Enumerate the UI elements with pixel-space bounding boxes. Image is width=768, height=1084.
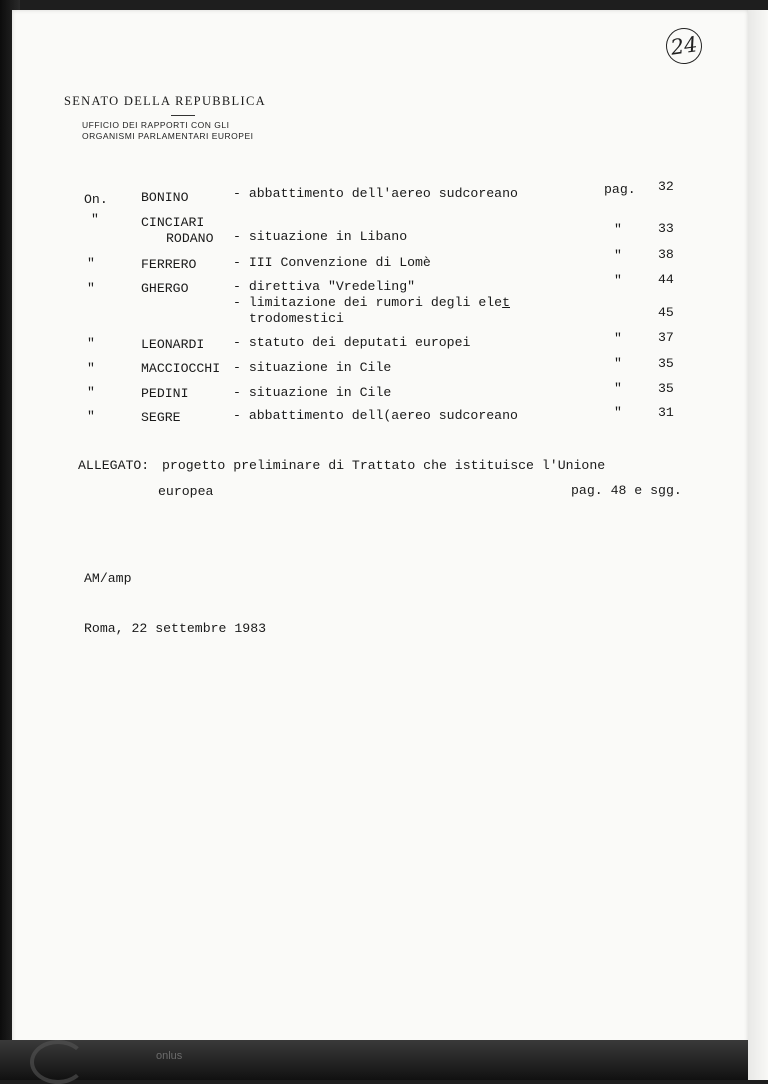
- entry-subject: - abbattimento dell'aereo sudcoreano: [233, 186, 518, 201]
- entry-page-label: ": [614, 273, 622, 288]
- entry-page-label: ": [614, 381, 622, 396]
- entry-name: FERRERO: [141, 257, 197, 272]
- entry-page: 32: [658, 179, 674, 194]
- entry-name: RODANO: [166, 231, 214, 246]
- entry-subject: - situazione in Cile: [233, 385, 392, 400]
- allegato-label: ALLEGATO:: [78, 458, 150, 473]
- entry-name: PEDINI: [141, 386, 189, 401]
- entry-prefix: ": [87, 361, 95, 376]
- entry-name: LEONARDI: [141, 337, 205, 352]
- typist-initials: AM/amp: [84, 571, 132, 586]
- entry-page: 33: [658, 221, 674, 236]
- entry-name: CINCIARI: [141, 215, 205, 230]
- entry-subject-underlined-letter: t: [502, 295, 510, 310]
- entry-subject-continuation: trodomestici: [249, 311, 344, 326]
- entry-name: BONINO: [141, 190, 189, 205]
- entry-name: GHERGO: [141, 281, 189, 296]
- entry-page: 45: [658, 305, 674, 320]
- watermark-logo-icon: [30, 1040, 86, 1084]
- entry-subject-text: - limitazione dei rumori degli ele: [233, 295, 503, 310]
- institution-name: SENATO DELLA REPUBBLICA: [64, 94, 266, 108]
- entry-page: 44: [658, 272, 674, 287]
- entry-page-label: ": [614, 248, 622, 263]
- entry-subject: [233, 296, 510, 309]
- entry-page: 35: [658, 356, 674, 371]
- entry-prefix: ": [87, 409, 95, 424]
- allegato-page-ref: pag. 48 e sgg.: [571, 483, 682, 498]
- entry-page-label: ": [614, 331, 622, 346]
- entry-subject: - situazione in Libano: [233, 229, 408, 244]
- entry-page-label: ": [614, 356, 622, 371]
- entry-subject: - situazione in Cile: [233, 360, 392, 375]
- entry-page: 38: [658, 247, 674, 262]
- handwritten-page-number: 24: [664, 26, 705, 67]
- entry-prefix: ": [87, 385, 95, 400]
- entry-prefix: ": [87, 281, 95, 296]
- allegato-text-continuation: europea: [158, 484, 214, 499]
- entry-page: 31: [658, 405, 674, 420]
- page-edge: [748, 10, 768, 1080]
- entry-subject: - direttiva "Vredeling": [233, 279, 416, 294]
- office-name-line2: ORGANISMI PARLAMENTARI EUROPEI: [82, 131, 254, 141]
- entry-prefix: ": [87, 336, 95, 351]
- entry-subject: - III Convenzione di Lomè: [233, 255, 431, 270]
- entry-name: MACCIOCCHI: [141, 361, 221, 376]
- entry-page-label: ": [614, 405, 622, 420]
- entry-page: 37: [658, 330, 674, 345]
- allegato-text: progetto preliminare di Trattato che istituisce l'Unione: [162, 458, 606, 473]
- entry-page-label: pag.: [604, 182, 636, 197]
- entry-prefix: On.: [84, 192, 108, 207]
- date-line: Roma, 22 settembre 1983: [84, 621, 267, 636]
- entry-prefix: ": [91, 212, 99, 227]
- watermark-text: onlus: [156, 1050, 183, 1062]
- entry-page: 35: [658, 381, 674, 396]
- entry-name: SEGRE: [141, 410, 181, 425]
- entry-prefix: ": [87, 256, 95, 271]
- entry-subject: - statuto dei deputati europei: [233, 335, 471, 350]
- entry-page-label: ": [614, 222, 622, 237]
- entry-subject: - abbattimento dell(aereo sudcoreano: [233, 408, 518, 423]
- office-name-line1: UFFICIO DEI RAPPORTI CON GLI: [82, 120, 230, 130]
- document-page: [12, 10, 748, 1070]
- header-divider: [171, 115, 195, 116]
- scan-bottom-shadow: [0, 1040, 748, 1080]
